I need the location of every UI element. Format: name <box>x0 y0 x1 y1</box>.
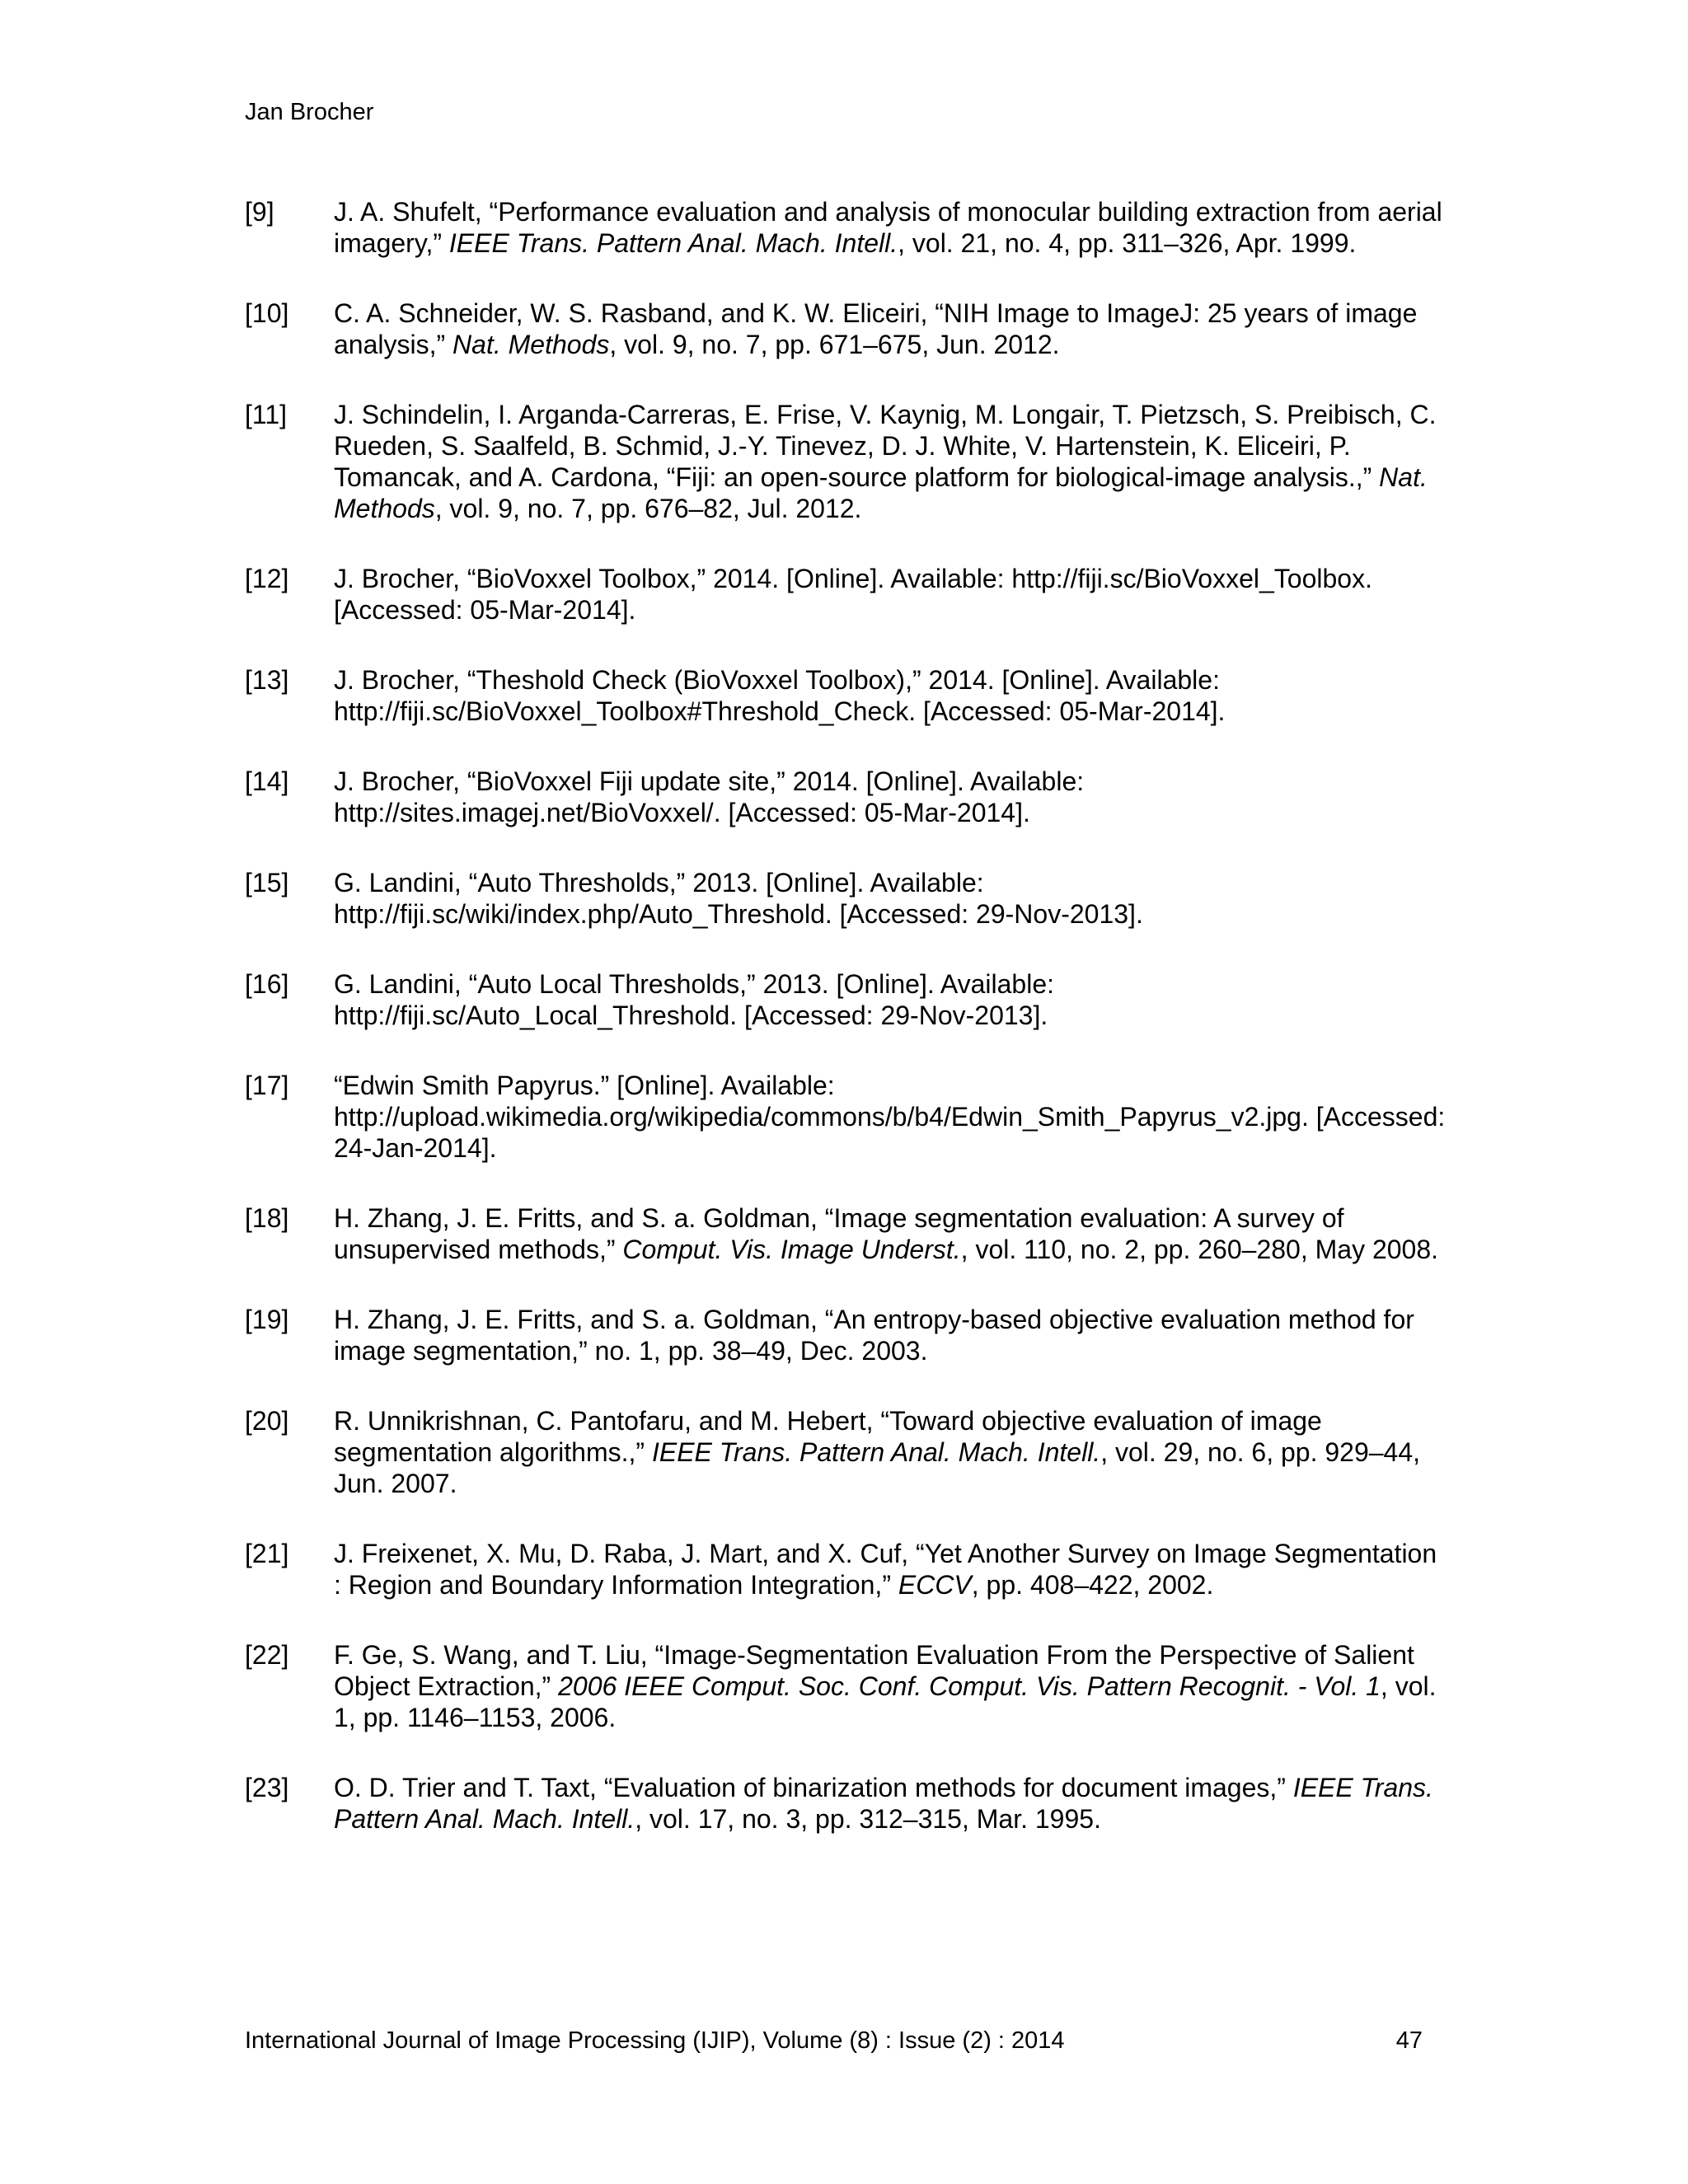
reference-number: [10] <box>245 298 289 328</box>
reference-text-segment: , vol. 21, no. 4, pp. 311–326, Apr. 1999. <box>898 228 1357 258</box>
reference-text-segment: , vol. 9, no. 7, pp. 676–82, Jul. 2012. <box>434 494 862 523</box>
reference-text-segment: , pp. 408–422, 2002. <box>971 1570 1214 1600</box>
reference-number: [17] <box>245 1071 289 1100</box>
reference-number: [15] <box>245 868 289 898</box>
reference-item <box>245 968 1448 1031</box>
reference-text <box>334 1304 1448 1366</box>
reference-text-segment: J. Freixenet, X. Mu, D. Raba, J. Mart, and X. Cuf, “Yet Another Survey on Image Segmentation : Region and Boundary Information Integration,” <box>334 1539 1437 1600</box>
reference-number: [16] <box>245 969 289 999</box>
reference-text-segment: H. Zhang, J. E. Fritts, and S. a. Goldman, “Image segmentation evaluation: A survey of unsupervised methods,” <box>334 1203 1344 1264</box>
reference-text-segment: J. A. Shufelt, “Performance evaluation and analysis of monocular building extraction from aerial imagery,” <box>334 197 1442 258</box>
reference-text <box>334 1405 1448 1499</box>
reference-item <box>245 766 1448 828</box>
reference-text-segment: , vol. 1, pp. 1146–1153, 2006. <box>334 1671 1437 1732</box>
reference-text-segment: G. Landini, “Auto Local Thresholds,” 2013. [Online]. Available: http://fiji.sc/Auto_Local_Threshold. [Accessed: 29-Nov-2013]. <box>334 969 1055 1030</box>
reference-text <box>334 1772 1448 1835</box>
footer-page-number: 47 <box>1395 2027 1423 2054</box>
reference-text-segment: O. D. Trier and T. Taxt, “Evaluation of binarization methods for document images,” <box>334 1773 1293 1802</box>
reference-item <box>245 1304 1448 1366</box>
reference-item <box>245 399 1448 524</box>
reference-number: [13] <box>245 665 289 695</box>
reference-text-segment: G. Landini, “Auto Thresholds,” 2013. [Online]. Available: http://fiji.sc/wiki/index.php/Auto_Threshold. [Accessed: 29-Nov-2013]. <box>334 868 1143 929</box>
reference-text-segment: J. Brocher, “BioVoxxel Toolbox,” 2014. [Online]. Available: http://fiji.sc/BioVoxxel_Toolbox. [Accessed: 05-Mar-2014]. <box>334 564 1372 625</box>
reference-item <box>245 1772 1448 1835</box>
reference-number: [20] <box>245 1406 289 1436</box>
reference-item <box>245 1639 1448 1733</box>
reference-item <box>245 298 1448 360</box>
reference-item <box>245 1070 1448 1164</box>
reference-text <box>334 1538 1448 1601</box>
reference-item <box>245 1405 1448 1499</box>
reference-text-segment: H. Zhang, J. E. Fritts, and S. a. Goldman, “An entropy-based objective evaluation method for image segmentation,” no. 1, pp. 38–49, Dec. 2003. <box>334 1305 1414 1366</box>
reference-venue-italic: IEEE Trans. Pattern Anal. Mach. Intell. <box>448 228 898 258</box>
reference-venue-italic: Nat. Methods <box>334 462 1428 523</box>
reference-text-segment: , vol. 110, no. 2, pp. 260–280, May 2008. <box>960 1235 1439 1264</box>
reference-number: [11] <box>245 400 287 429</box>
reference-number: [22] <box>245 1640 289 1670</box>
reference-text-segment: R. Unnikrishnan, C. Pantofaru, and M. Hebert, “Toward objective evaluation of image segmentation algorithms.,” <box>334 1406 1322 1467</box>
reference-item <box>245 867 1448 930</box>
reference-number: [9] <box>245 197 274 227</box>
footer-journal-citation: International Journal of Image Processing (IJIP), Volume (8) : Issue (2) : 2014 <box>245 2027 1065 2054</box>
reference-list <box>245 196 1448 1873</box>
page-footer <box>245 2026 1423 2055</box>
reference-number: [21] <box>245 1539 289 1568</box>
reference-venue-italic: 2006 IEEE Comput. Soc. Conf. Comput. Vis. Pattern Recognit. - Vol. 1 <box>558 1671 1381 1701</box>
reference-venue-italic: IEEE Trans. Pattern Anal. Mach. Intell. <box>334 1773 1433 1834</box>
reference-venue-italic: Nat. Methods <box>452 330 610 359</box>
reference-text-segment: J. Brocher, “BioVoxxel Fiji update site,” 2014. [Online]. Available: http://sites.imagej.net/BioVoxxel/. [Accessed: 05-Mar-2014]. <box>334 766 1085 827</box>
reference-number: [19] <box>245 1305 289 1334</box>
reference-text-segment: , vol. 17, no. 3, pp. 312–315, Mar. 1995. <box>635 1804 1101 1834</box>
reference-text <box>334 563 1448 626</box>
reference-item <box>245 196 1448 259</box>
reference-text <box>334 399 1448 524</box>
reference-venue-italic: ECCV <box>898 1570 972 1600</box>
reference-text <box>334 867 1448 930</box>
reference-text-segment: C. A. Schneider, W. S. Rasband, and K. W. Eliceiri, “NIH Image to ImageJ: 25 years of image analysis,” <box>334 298 1418 359</box>
reference-text <box>334 196 1448 259</box>
reference-number: [14] <box>245 766 289 796</box>
reference-text-segment: , vol. 29, no. 6, pp. 929–44, Jun. 2007. <box>334 1437 1421 1498</box>
reference-item <box>245 563 1448 626</box>
reference-text <box>334 664 1448 727</box>
reference-text <box>334 766 1448 828</box>
reference-item <box>245 1202 1448 1265</box>
reference-text <box>334 1202 1448 1265</box>
reference-text-segment: J. Schindelin, I. Arganda-Carreras, E. Frise, V. Kaynig, M. Longair, T. Pietzsch, S. Preibisch, C. Rueden, S. Saalfeld, B. Schmid, J.-Y. Tinevez, D. J. White, V. Hartenstein, K. Eliceiri, P. Tomancak, and A. Cardona, “Fiji: an open-source platform for biological-image analysis.,” <box>334 400 1437 492</box>
reference-text <box>334 1070 1448 1164</box>
reference-venue-italic: IEEE Trans. Pattern Anal. Mach. Intell. <box>651 1437 1101 1467</box>
reference-text-segment: “Edwin Smith Papyrus.” [Online]. Available: http://upload.wikimedia.org/wikipedia/commons/b/b4/Edwin_Smith_Papyrus_v2.jpg. [Accessed: 24-Jan-2014]. <box>334 1071 1446 1163</box>
reference-text <box>334 968 1448 1031</box>
running-header-author: Jan Brocher <box>245 99 374 125</box>
reference-text-segment: F. Ge, S. Wang, and T. Liu, “Image-Segmentation Evaluation From the Perspective of Salient Object Extraction,” <box>334 1640 1414 1701</box>
reference-text-segment: J. Brocher, “Theshold Check (BioVoxxel Toolbox),” 2014. [Online]. Available: http://fiji.sc/BioVoxxel_Toolbox#Threshold_Check. [Accessed: 05-Mar-2014]. <box>334 665 1226 726</box>
reference-item <box>245 664 1448 727</box>
reference-text <box>334 298 1448 360</box>
reference-number: [18] <box>245 1203 289 1233</box>
reference-text-segment: , vol. 9, no. 7, pp. 671–675, Jun. 2012. <box>609 330 1060 359</box>
reference-text <box>334 1639 1448 1733</box>
reference-number: [23] <box>245 1773 289 1802</box>
reference-number: [12] <box>245 564 289 593</box>
reference-venue-italic: Comput. Vis. Image Underst. <box>622 1235 961 1264</box>
reference-item <box>245 1538 1448 1601</box>
